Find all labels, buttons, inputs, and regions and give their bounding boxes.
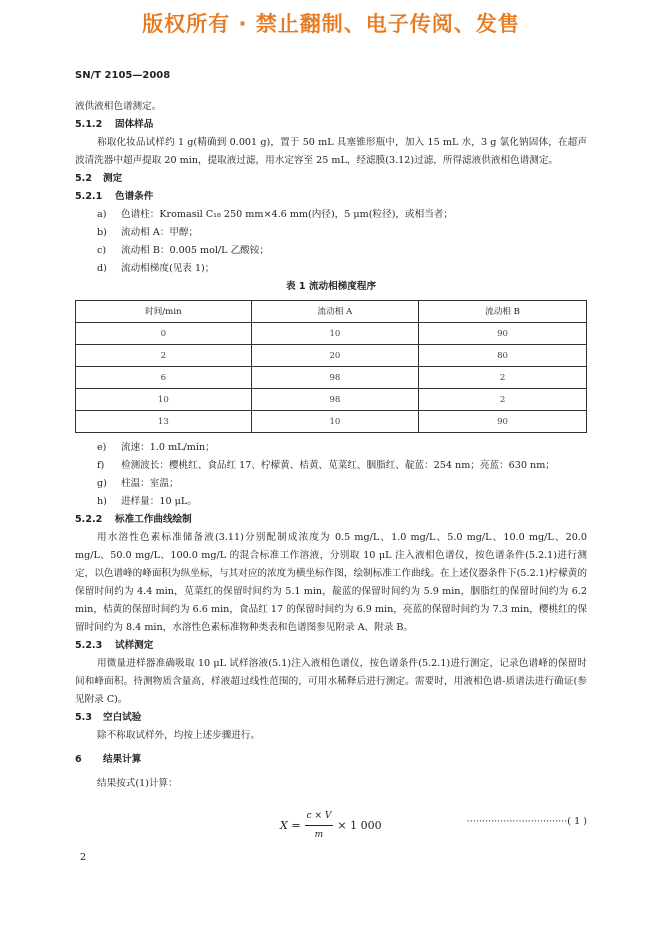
table-cell: 90 [419,323,587,345]
table-row [76,323,587,345]
paragraph-5-2-2: 用水溶性色素标准储备液(3.11)分别配制成浓度为 0.5 mg/L、1.0 mg/L、5.0 mg/L、10.0 mg/L、20.0 mg/L、50.0 mg/L、100.0 mg/L 的混合标准工作溶液，分别取 10 μL 注入液相色谱仪，按色谱条件(5.2.1)进行测定，以色谱峰的峰面积为纵坐标，与其对应的浓度为横坐标作图，绘制标准工作曲线。在上述仪器条件下(5.2.1)柠檬黄的保留时间约为 4.4 min，苋菜红的保留时间约为 5.1 min，靛蓝的保留时间约为 5.9 min，胭脂红的保留时间约为 6.2 min，桔黄的保留时间约为 6.6 min，食品红 17 的保留时间约为 6.9 min，亮蓝的保留时间约为 7.3 min，樱桃红的保留时间约为 8.4 min，水溶性色素标准物种类表和色谱图参见附录 A、附录 B。 [75,532,587,633]
list-item-label: b) [97,227,107,238]
table-cell: 10 [251,323,418,345]
watermark: 版权所有 · 禁止翻制、电子传阅、发售 [142,12,520,36]
section-title: 色谱条件 [115,191,154,202]
paragraph-5-1-2: 称取化妆品试样约 1 g(精确到 0.001 g)，置于 50 mL 具塞锥形瓶中，加入 15 mL 水，3 g 氯化钠固体，在超声波清洗器中超声提取 20 min，提取液过滤，用水定容至 25 mL，经滤膜(3.12)过滤，所得滤液供液相色谱测定。 [75,137,587,166]
list-item-label: a) [97,209,107,220]
paragraph-6: 结果按式(1)计算： [97,778,178,789]
section-title: 标准工作曲线绘制 [115,514,192,525]
column-header: 流动相 B [419,301,587,323]
section-number: 5.3 [75,712,92,723]
equation-number: ·································( 1 ) [466,816,587,827]
list-item [75,493,587,511]
column-header: 时间/min [76,301,252,323]
formula-numerator: c × V [305,807,334,826]
section-number: 5.2 [75,173,92,184]
list-item-label: h) [97,496,107,507]
section-heading-5-2-3 [75,637,587,655]
list-item-text: 色谱柱：Kromasil C₁₈ 250 mm×4.6 mm(内径)，5 μm(粒径)，或相当者； [121,209,453,220]
table-cell: 10 [76,389,252,411]
formula [280,807,382,844]
list-item-text: 流速：1.0 mL/min； [121,442,215,453]
list-item-label: d) [97,263,107,274]
list-item-label: f) [97,460,105,471]
section-heading-5-1-2 [75,116,587,134]
formula-factor: × 1 000 [337,818,382,832]
list-item [75,439,587,457]
table-row [76,389,587,411]
section-title: 测定 [103,173,123,184]
section-title: 试样测定 [115,640,154,651]
paragraph-5-3: 除不称取试样外，均按上述步骤进行。 [97,730,261,741]
section-number: 5.2.1 [75,191,103,202]
column-header: 流动相 A [251,301,418,323]
table-cell: 20 [251,345,418,367]
table-cell: 80 [419,345,587,367]
list-item-text: 进样量：10 μL。 [121,496,197,507]
list-item [75,260,587,278]
list-item [75,475,587,493]
list-item [75,206,587,224]
list-item-text: 检测波长：樱桃红、食品红 17、柠檬黄、桔黄、苋菜红、胭脂红、靛蓝：254 nm；亮蓝：630 nm； [121,460,555,471]
section-title: 结果计算 [103,754,142,765]
section-heading-5-3 [75,709,587,727]
section-title: 空白试验 [103,712,142,723]
gradient-table [75,300,587,433]
section-number: 5.2.2 [75,514,103,525]
formula-row [75,803,587,839]
list-item-label: c) [97,245,107,256]
section-heading-5-2-1 [75,188,587,206]
table-cell: 6 [76,367,252,389]
section-number: 5.2.3 [75,640,103,651]
table-header-row [76,301,587,323]
formula-lhs: X = [280,818,301,832]
list-item [75,457,587,475]
list-item-label: e) [97,442,107,453]
table-cell: 0 [76,323,252,345]
list-item-text: 流动相梯度(见表 1)； [121,263,215,274]
table-cell: 2 [76,345,252,367]
table-row [76,345,587,367]
list-item-text: 流动相 A：甲醇； [121,227,199,238]
formula-denominator: m [314,830,324,840]
table-cell: 2 [419,389,587,411]
table-cell: 98 [251,389,418,411]
section-title: 固体样品 [115,119,154,130]
section-number: 5.1.2 [75,119,103,130]
list-item-label: g) [97,478,107,489]
section-number: 6 [75,754,82,765]
table-caption: 表 1 流动相梯度程序 [285,281,377,292]
table-cell: 2 [419,367,587,389]
intro-line: 液供液相色谱测定。 [75,101,162,112]
list-item [75,224,587,242]
paragraph-5-2-3: 用微量进样器准确吸取 10 μL 试样溶液(5.1)注入液相色谱仪，按色谱条件(5.2.1)进行测定，记录色谱峰的保留时间和峰面积。待测物质含量高，样液超过线性范围的，可用水稀释后进行测定。需要时，用液相色谱-质谱法进行确证(参见附录 C)。 [75,658,587,705]
table-cell: 13 [76,411,252,433]
page-number: 2 [80,852,87,863]
table-cell: 10 [251,411,418,433]
section-heading-5-2-2 [75,511,587,529]
table-row [76,411,587,433]
page-body [75,98,587,839]
table-row [76,367,587,389]
list-item-text: 流动相 B：0.005 mol/L 乙酸铵； [121,245,269,256]
table-cell: 98 [251,367,418,389]
list-item-text: 柱温：室温； [121,478,179,489]
list-item [75,242,587,260]
formula-fraction [305,807,334,844]
standard-code: SN/T 2105—2008 [75,70,171,81]
section-heading-5-2 [75,170,587,188]
table-cell: 90 [419,411,587,433]
section-heading-6 [75,751,587,769]
